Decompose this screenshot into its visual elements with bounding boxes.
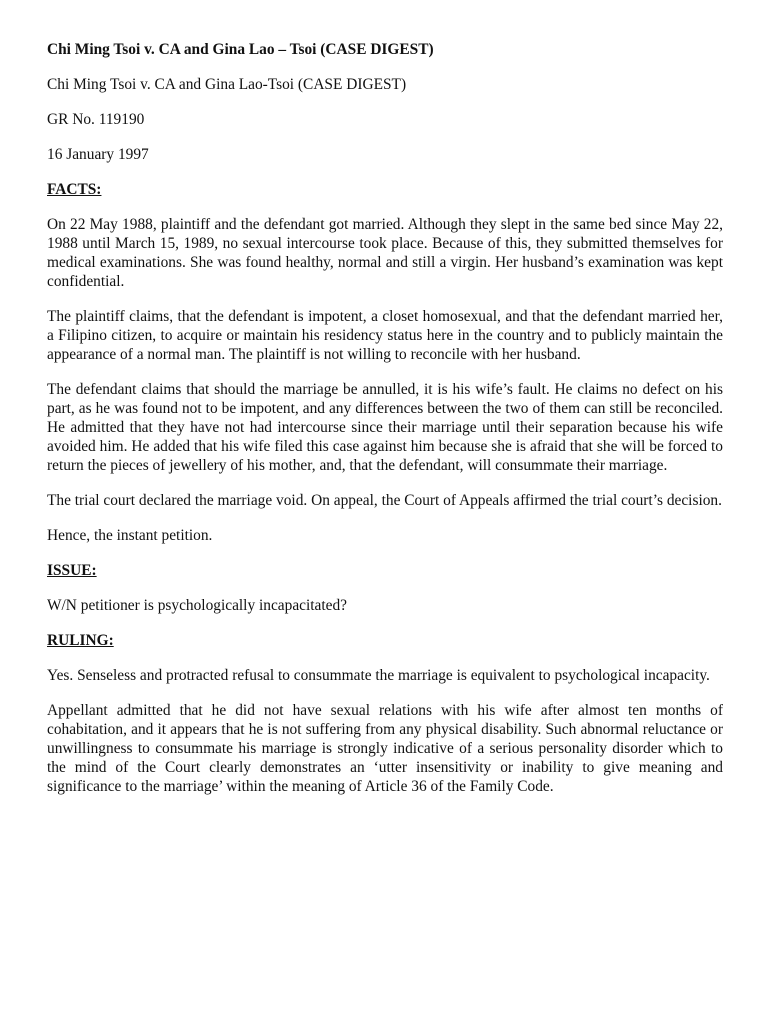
facts-paragraph: Hence, the instant petition. <box>47 527 213 544</box>
ruling-heading: RULING: <box>47 632 114 649</box>
document-page <box>47 40 723 812</box>
facts-heading: FACTS: <box>47 181 102 198</box>
document-title: Chi Ming Tsoi v. CA and Gina Lao – Tsoi (CASE DIGEST) <box>47 41 434 58</box>
decision-date: 16 January 1997 <box>47 146 149 163</box>
facts-paragraph: The trial court declared the marriage void. On appeal, the Court of Appeals affirmed the trial court’s decision. <box>47 492 722 509</box>
facts-paragraph: The defendant claims that should the marriage be annulled, it is his wife’s fault. He claims no defect on his part, as he was found not to be impotent, and any differences between the two of them can still be reconciled. He admitted that they have not had intercourse since their marriage until their separation because his wife avoided him. He added that his wife filed this case against him because she is afraid that she will be forced to return the pieces of jewellery of his mother, and, that the defendant, will consummate their marriage. <box>47 381 723 474</box>
facts-paragraph: On 22 May 1988, plaintiff and the defendant got married. Although they slept in the same bed since May 22, 1988 until March 15, 1989, no sexual intercourse took place. Because of this, they submitted themselves for medical examinations. She was found healthy, normal and still a virgin. Her husband’s examination was kept confidential. <box>47 216 723 290</box>
ruling-paragraph: Appellant admitted that he did not have sexual relations with his wife after almost ten months of cohabitation, and it appears that he is not suffering from any physical disability. Such abnormal reluctance or unwillingness to consummate his marriage is strongly indicative of a serious personality disorder which to the mind of the Court clearly demonstrates an ‘utter insensitivity or inability to give meaning and significance to the marriage’ within the meaning of Article 36 of the Family Code. <box>47 702 723 795</box>
issue-heading: ISSUE: <box>47 562 97 579</box>
facts-paragraph: The plaintiff claims, that the defendant is impotent, a closet homosexual, and that the defendant married her, a Filipino citizen, to acquire or maintain his residency status here in the country and to publicly maintain the appearance of a normal man. The plaintiff is not willing to reconcile with her husband. <box>47 308 723 363</box>
issue-paragraph: W/N petitioner is psychologically incapacitated? <box>47 597 348 614</box>
gr-number: GR No. 119190 <box>47 111 145 128</box>
document-subtitle: Chi Ming Tsoi v. CA and Gina Lao-Tsoi (CASE DIGEST) <box>47 76 407 93</box>
ruling-paragraph: Yes. Senseless and protracted refusal to consummate the marriage is equivalent to psychological incapacity. <box>47 667 710 684</box>
